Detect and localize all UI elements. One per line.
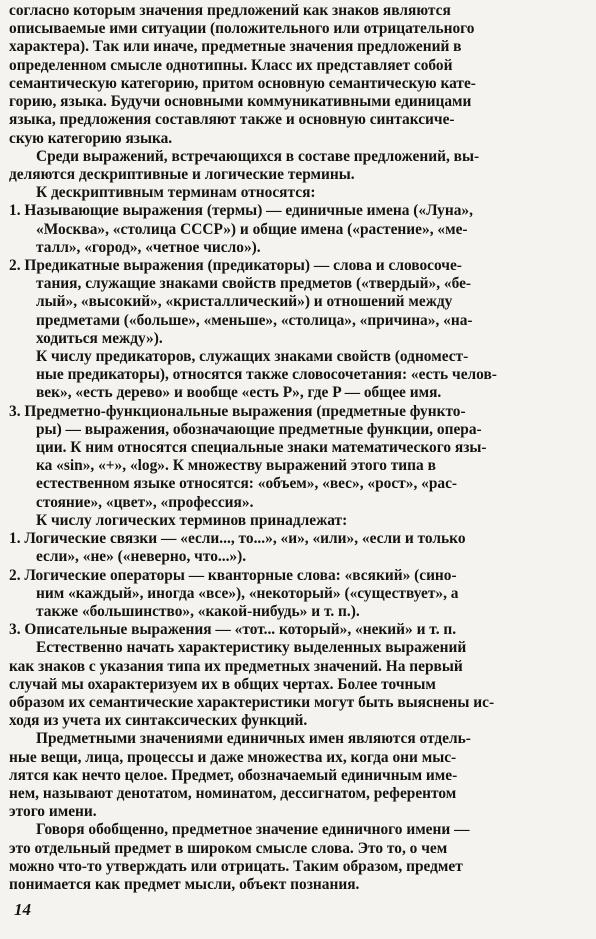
text-line: ка «sin», «+», «log». К множеству выражений этого типа в bbox=[36, 457, 436, 475]
text-line: Говоря обобщенно, предметное значение единичного имени — bbox=[36, 821, 470, 839]
text-line: горию, языка. Будучи основными коммуникативными единицами bbox=[9, 93, 472, 110]
text-line: образом их семантические характеристики могут быть выяснены ис- bbox=[9, 693, 495, 711]
text-line: определенном смысле однотипны. Класс их представляет собой bbox=[9, 56, 453, 74]
text-line: как знаков с указания типа их предметных значений. На первый bbox=[9, 657, 463, 675]
text-line: это отдельный предмет в широком смысле слова. Это то, о чем bbox=[9, 839, 448, 857]
text-line: понимается как предмет мысли, объект познания. bbox=[9, 876, 360, 893]
text-line: случай мы охарактеризуем их в общих чертах. Более точным bbox=[9, 675, 436, 693]
text-line: 2. Логические операторы — кванторные слова: «всякий» (сино- bbox=[9, 566, 457, 584]
text-line: 3. Предметно-функциональные выражения (предметные функто- bbox=[9, 402, 466, 420]
text-line: К числу логических терминов принадлежат: bbox=[36, 511, 348, 529]
text-line: талл», «город», «четное число»). bbox=[36, 238, 261, 256]
text-line: ним «каждый», иногда «все»), «некоторый» («существует», а bbox=[36, 584, 459, 602]
text-line: также «большинство», «какой-нибудь» и т. п.). bbox=[36, 602, 360, 620]
text-line: 2. Предикатные выражения (предикаторы) — слова и словосоче- bbox=[9, 256, 462, 274]
text-line: 3. Описательные выражения — «тот... который», «некий» и т. п. bbox=[9, 621, 457, 639]
text-line: семантическую категорию, притом основную семантическую кате- bbox=[9, 74, 476, 92]
text-line: лятся как нечто целое. Предмет, обозначаемый единичным име- bbox=[9, 766, 458, 784]
text-line: Среди выражений, встречающихся в составе предложений, вы- bbox=[36, 147, 480, 165]
page-number: 14 bbox=[14, 900, 31, 919]
text-line: языка, предложения составляют также и основную синтаксиче- bbox=[9, 111, 455, 129]
text-line: ные вещи, лица, процессы и даже множества их, когда они мыс- bbox=[9, 748, 457, 766]
text-line: скую категорию языка. bbox=[9, 129, 173, 147]
text-line: ные предикаторы), относятся также словосочетания: «есть челов- bbox=[36, 366, 497, 384]
text-line: если», «не» («неверно, что...»). bbox=[36, 548, 247, 566]
text-line: К числу предикаторов, служащих знаками свойств (одномест- bbox=[36, 348, 469, 365]
text-line: 1. Логические связки — «если..., то...», «и», «или», «если и только bbox=[9, 530, 466, 547]
text-line: этого имени. bbox=[9, 803, 97, 821]
text-line: «Москва», «столица СССР») и общие имена («растение», «ме- bbox=[36, 220, 468, 238]
text-line: ры) — выражения, обозначающие предметные функции, опера- bbox=[36, 420, 482, 438]
text-line: естественном языке относятся: «объем», «вес», «рост», «рас- bbox=[36, 475, 458, 493]
text-line: ции. К ним относятся специальные знаки математического язы- bbox=[36, 439, 487, 456]
text-line: тания, служащие знаками свойств предметов («твердый», «бе- bbox=[36, 275, 472, 293]
text-line: описываемые ими ситуации (положительного или отрицательного bbox=[9, 20, 475, 38]
text-line: стояние», «цвет», «профессия». bbox=[36, 493, 254, 511]
text-line: ходя из учета их синтаксических функций. bbox=[9, 712, 308, 730]
text-line: лый», «высокий», «кристаллический») и отношений между bbox=[36, 293, 453, 311]
text-line: деляются дескриптивные и логические термины. bbox=[9, 165, 355, 183]
text-line: Естественно начать характеристику выделенных выражений bbox=[36, 639, 467, 657]
text-line: можно что-то утверждать или отрицать. Таким образом, предмет bbox=[9, 857, 463, 875]
text-line: К дескриптивным терминам относятся: bbox=[36, 184, 316, 202]
text-line: согласно которым значения предложений как знаков являются bbox=[9, 2, 451, 19]
text-line: ходиться между»). bbox=[36, 329, 163, 347]
text-line: нем, называют денотатом, номинатом, дессигнатом, референтом bbox=[9, 785, 457, 802]
text-line: характера). Так или иначе, предметные значения предложений в bbox=[9, 38, 462, 56]
text-line: век», «есть дерево» и вообще «есть P», где P — общее имя. bbox=[36, 384, 442, 402]
text-line: предметами («больше», «меньше», «столица», «причина», «на- bbox=[36, 311, 473, 329]
text-line: Предметными значениями единичных имен являются отдель- bbox=[36, 730, 471, 748]
text-line: 1. Называющие выражения (термы) — единичные имена («Луна», bbox=[9, 202, 473, 220]
